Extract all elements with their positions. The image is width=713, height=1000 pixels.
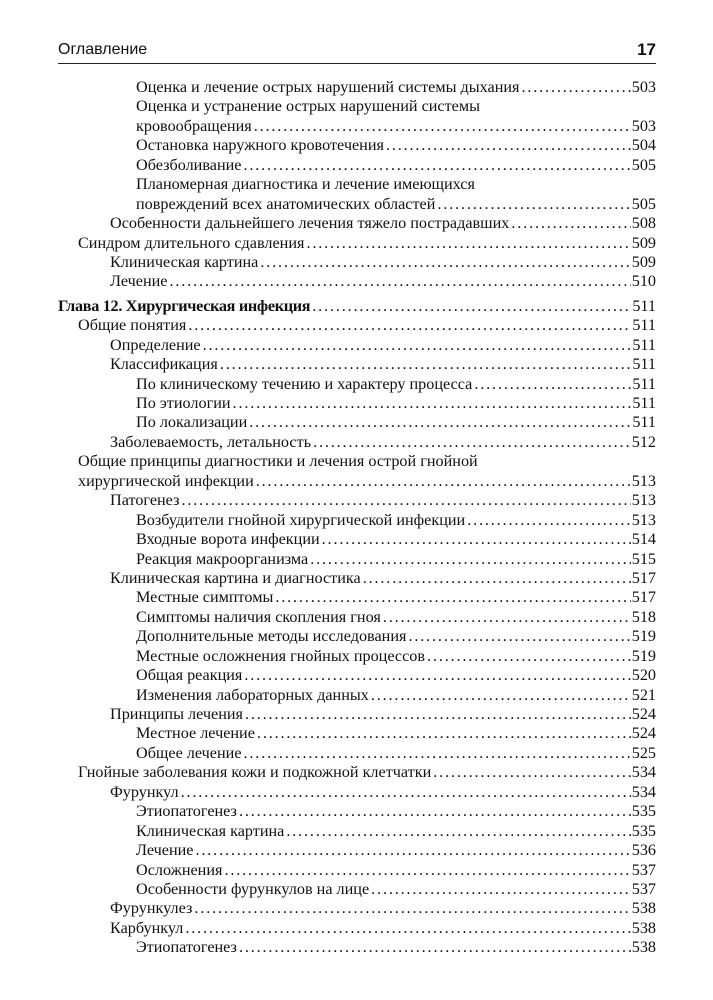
- toc-entry[interactable]: [58, 841, 656, 860]
- dot-leader: [260, 253, 630, 272]
- toc-entry-page: 519: [631, 646, 656, 665]
- toc-entry[interactable]: [58, 647, 656, 666]
- dot-leader: [256, 472, 631, 491]
- toc-entry-title: По клиническому течению и характеру процесса: [136, 374, 473, 393]
- toc-entry-page: 513: [631, 471, 656, 490]
- toc-entry[interactable]: [58, 156, 656, 175]
- toc-entry[interactable]: [58, 175, 656, 194]
- toc-entry-page: 515: [631, 549, 656, 568]
- toc-entry-title: Местные осложнения гнойных процессов: [136, 646, 426, 665]
- toc-entry-page: 536: [631, 841, 656, 860]
- dot-leader: [322, 530, 631, 549]
- toc-entry[interactable]: [58, 783, 656, 802]
- toc-entry-title: Симптомы наличия скопления гноя: [136, 607, 381, 626]
- dot-leader: [203, 336, 632, 355]
- toc-entry[interactable]: [58, 511, 656, 530]
- toc-entry-title: Патогенез: [110, 491, 180, 510]
- toc-entry-title: Карбункул: [110, 918, 184, 937]
- dot-leader: [181, 783, 631, 802]
- dot-leader: [245, 705, 631, 724]
- toc-entry-page: 509: [631, 252, 656, 271]
- toc-entry[interactable]: [58, 899, 656, 918]
- toc-entry[interactable]: [58, 627, 656, 646]
- dot-leader: [181, 491, 630, 510]
- dot-leader: [239, 802, 631, 821]
- toc-entry[interactable]: [58, 97, 656, 116]
- toc-entry[interactable]: [58, 316, 656, 335]
- dot-leader: [233, 394, 632, 413]
- dot-leader: [220, 355, 631, 374]
- toc-entry-title: хирургической инфекции: [78, 471, 254, 490]
- toc-entry-title: Остановка наружного кровотечения: [136, 136, 384, 155]
- toc-entry-page: 534: [631, 782, 656, 801]
- toc-entry[interactable]: [58, 880, 656, 899]
- toc-entry-title: Синдром длительного сдавления: [78, 233, 305, 252]
- toc-entry[interactable]: [58, 355, 656, 374]
- toc-entry[interactable]: [58, 530, 656, 549]
- toc-entry-title: Местные симптомы: [136, 588, 274, 607]
- toc-entry-page: 519: [631, 627, 656, 646]
- toc-entry[interactable]: [58, 491, 656, 510]
- toc-entry-title: Классификация: [110, 355, 218, 374]
- toc-entry-title: Лечение: [136, 841, 194, 860]
- dot-leader: [427, 647, 631, 666]
- toc-entry-title: повреждений всех анатомических областей: [136, 194, 436, 213]
- toc-entry-title: Реакция макроорганизма: [136, 549, 309, 568]
- toc-entry-page: 537: [631, 879, 656, 898]
- dot-leader: [511, 214, 630, 233]
- toc-entry[interactable]: [58, 569, 656, 588]
- toc-entry[interactable]: [58, 861, 656, 880]
- toc-entry-title: Гнойные заболевания кожи и подкожной клетчатки: [78, 763, 432, 782]
- toc-entry[interactable]: [58, 938, 656, 957]
- toc-entry-title: По этиологии: [136, 394, 231, 412]
- dot-leader: [243, 156, 630, 175]
- toc-entry-title: Глава 12. Хирургическая инфекция: [58, 296, 311, 315]
- toc-entry-page: 524: [631, 724, 656, 743]
- toc-entry-page: 525: [631, 743, 656, 762]
- toc-entry[interactable]: [58, 117, 656, 136]
- dot-leader: [386, 136, 631, 155]
- toc-chapter-entry[interactable]: [58, 297, 656, 316]
- dot-leader: [521, 78, 630, 97]
- dot-leader: [185, 919, 630, 938]
- dot-leader: [170, 272, 631, 291]
- dot-leader: [310, 550, 630, 569]
- toc-entry-title: Клиническая картина: [110, 252, 259, 271]
- toc-entry-title: Принципы лечения: [110, 705, 243, 723]
- toc-entry-page: 521: [631, 685, 656, 704]
- toc-entry-title: Оценка и устранение острых нарушений системы: [136, 97, 480, 116]
- dot-leader: [244, 744, 631, 763]
- toc-entry[interactable]: [58, 394, 656, 413]
- dot-leader: [224, 861, 630, 880]
- dot-leader: [239, 938, 631, 957]
- toc-entry[interactable]: [58, 253, 656, 272]
- toc-entry-page: 520: [631, 666, 656, 685]
- dot-leader: [194, 899, 630, 918]
- toc-entry-title: Этиопатогенез: [136, 938, 237, 957]
- toc-entry-page: 538: [631, 899, 656, 918]
- toc-entry-page: 512: [631, 432, 656, 451]
- toc-entry[interactable]: [58, 686, 656, 705]
- toc-entry-page: 538: [631, 938, 656, 957]
- toc-entry[interactable]: [58, 919, 656, 938]
- toc-entry[interactable]: [58, 452, 656, 471]
- dot-leader: [467, 511, 631, 530]
- dot-leader: [474, 375, 631, 394]
- dot-leader: [312, 297, 631, 316]
- dot-leader: [257, 724, 631, 743]
- toc-entry-page: 511: [632, 355, 656, 374]
- toc-entry-title: Особенности дальнейшего лечения тяжело пострадавших: [110, 214, 510, 233]
- toc-entry[interactable]: [58, 433, 656, 452]
- toc-entry[interactable]: [58, 214, 656, 233]
- dot-leader: [275, 588, 630, 607]
- toc-entry-page: 518: [631, 607, 656, 626]
- toc-entry-page: 537: [631, 860, 656, 879]
- toc-entry[interactable]: [58, 802, 656, 821]
- toc-entry-title: Фурункулез: [110, 899, 193, 918]
- toc-entry-page: 517: [631, 568, 656, 587]
- toc-entry-title: Общие принципы диагностики и лечения острой гнойной: [78, 452, 478, 471]
- toc-entry-page: 538: [631, 918, 656, 937]
- toc-entry[interactable]: [58, 336, 656, 355]
- toc-entry[interactable]: [58, 822, 656, 841]
- toc-entry-page: 510: [631, 272, 656, 291]
- toc-entry-page: 524: [631, 705, 656, 723]
- toc-entry-title: Фурункул: [110, 782, 179, 801]
- dot-leader: [286, 822, 630, 841]
- dot-leader: [249, 413, 631, 432]
- toc-entry-page: 511: [632, 394, 656, 412]
- toc-entry-page: 511: [632, 296, 656, 315]
- dot-leader: [383, 608, 631, 627]
- dot-leader: [244, 666, 630, 685]
- toc-entry[interactable]: [58, 272, 656, 291]
- toc-entry[interactable]: [58, 375, 656, 394]
- toc-entry[interactable]: [58, 234, 656, 253]
- toc-entry-page: 511: [632, 374, 656, 393]
- toc-entry-page: 534: [631, 763, 656, 782]
- toc-entry[interactable]: [58, 666, 656, 685]
- toc-entry-page: 503: [631, 116, 656, 135]
- toc-entry[interactable]: [58, 195, 656, 214]
- toc-entry-page: 503: [631, 78, 656, 96]
- toc-entry-title: Клиническая картина: [136, 821, 285, 840]
- toc-entry[interactable]: [58, 472, 656, 491]
- header-title: Оглавление: [58, 41, 148, 58]
- toc-entry-title: Дополнительные методы исследования: [136, 627, 407, 646]
- toc-entry-title: Планомерная диагностика и лечение имеющихся: [136, 175, 475, 194]
- toc-entry-title: Клиническая картина и диагностика: [110, 568, 361, 587]
- toc-entry-title: Общая реакция: [136, 666, 243, 685]
- toc-entry-page: 513: [631, 491, 656, 510]
- toc-entry-page: 513: [631, 510, 656, 529]
- toc-entry-page: 535: [631, 802, 656, 821]
- toc-entry[interactable]: [58, 78, 656, 97]
- toc-entry-title: Общие понятия: [78, 316, 187, 335]
- toc-entry-title: Обезболивание: [136, 155, 242, 174]
- toc-entry-page: 505: [631, 155, 656, 174]
- table-of-contents: [58, 78, 656, 958]
- toc-entry-title: Входные ворота инфекции: [136, 530, 320, 549]
- toc-entry-page: 511: [632, 413, 656, 432]
- toc-entry-title: Оценка и лечение острых нарушений системы дыхания: [136, 78, 520, 96]
- toc-entry-page: 514: [631, 530, 656, 549]
- toc-entry-page: 511: [632, 335, 656, 354]
- toc-entry-title: Этиопатогенез: [136, 802, 237, 821]
- dot-leader: [433, 763, 630, 782]
- toc-entry[interactable]: [58, 744, 656, 763]
- page-number: 17: [637, 40, 656, 59]
- toc-entry-title: По локализации: [136, 413, 248, 432]
- toc-entry-title: Заболеваемость, летальность: [110, 432, 312, 451]
- dot-leader: [408, 627, 630, 646]
- toc-entry-page: 508: [631, 214, 656, 233]
- toc-entry-title: Лечение: [110, 272, 168, 291]
- toc-entry[interactable]: [58, 705, 656, 724]
- toc-entry-page: 511: [632, 316, 656, 335]
- toc-entry[interactable]: [58, 608, 656, 627]
- toc-entry-page: 535: [631, 821, 656, 840]
- dot-leader: [371, 686, 631, 705]
- toc-entry[interactable]: [58, 724, 656, 743]
- toc-entry-title: кровообращения: [136, 116, 252, 135]
- toc-entry[interactable]: [58, 413, 656, 432]
- dot-leader: [437, 195, 630, 214]
- running-header: [58, 40, 656, 64]
- dot-leader: [306, 234, 630, 253]
- toc-entry-title: Местное лечение: [136, 724, 255, 743]
- toc-entry[interactable]: [58, 136, 656, 155]
- dot-leader: [196, 841, 631, 860]
- dot-leader: [313, 433, 631, 452]
- toc-entry-title: Определение: [110, 335, 201, 354]
- dot-leader: [188, 316, 631, 335]
- toc-entry[interactable]: [58, 763, 656, 782]
- toc-entry[interactable]: [58, 588, 656, 607]
- toc-entry-title: Изменения лабораторных данных: [136, 685, 369, 704]
- dot-leader: [363, 569, 631, 588]
- toc-entry-title: Общее лечение: [136, 743, 242, 762]
- toc-entry-title: Особенности фурункулов на лице: [136, 879, 370, 898]
- toc-entry[interactable]: [58, 550, 656, 569]
- toc-entry-page: 504: [631, 136, 656, 155]
- dot-leader: [254, 117, 631, 136]
- dot-leader: [371, 880, 631, 899]
- toc-entry-title: Осложнения: [136, 860, 223, 879]
- toc-entry-page: 505: [631, 194, 656, 213]
- toc-entry-page: 517: [631, 588, 656, 607]
- toc-entry-page: 509: [631, 233, 656, 252]
- toc-entry-title: Возбудители гнойной хирургической инфекции: [136, 510, 466, 529]
